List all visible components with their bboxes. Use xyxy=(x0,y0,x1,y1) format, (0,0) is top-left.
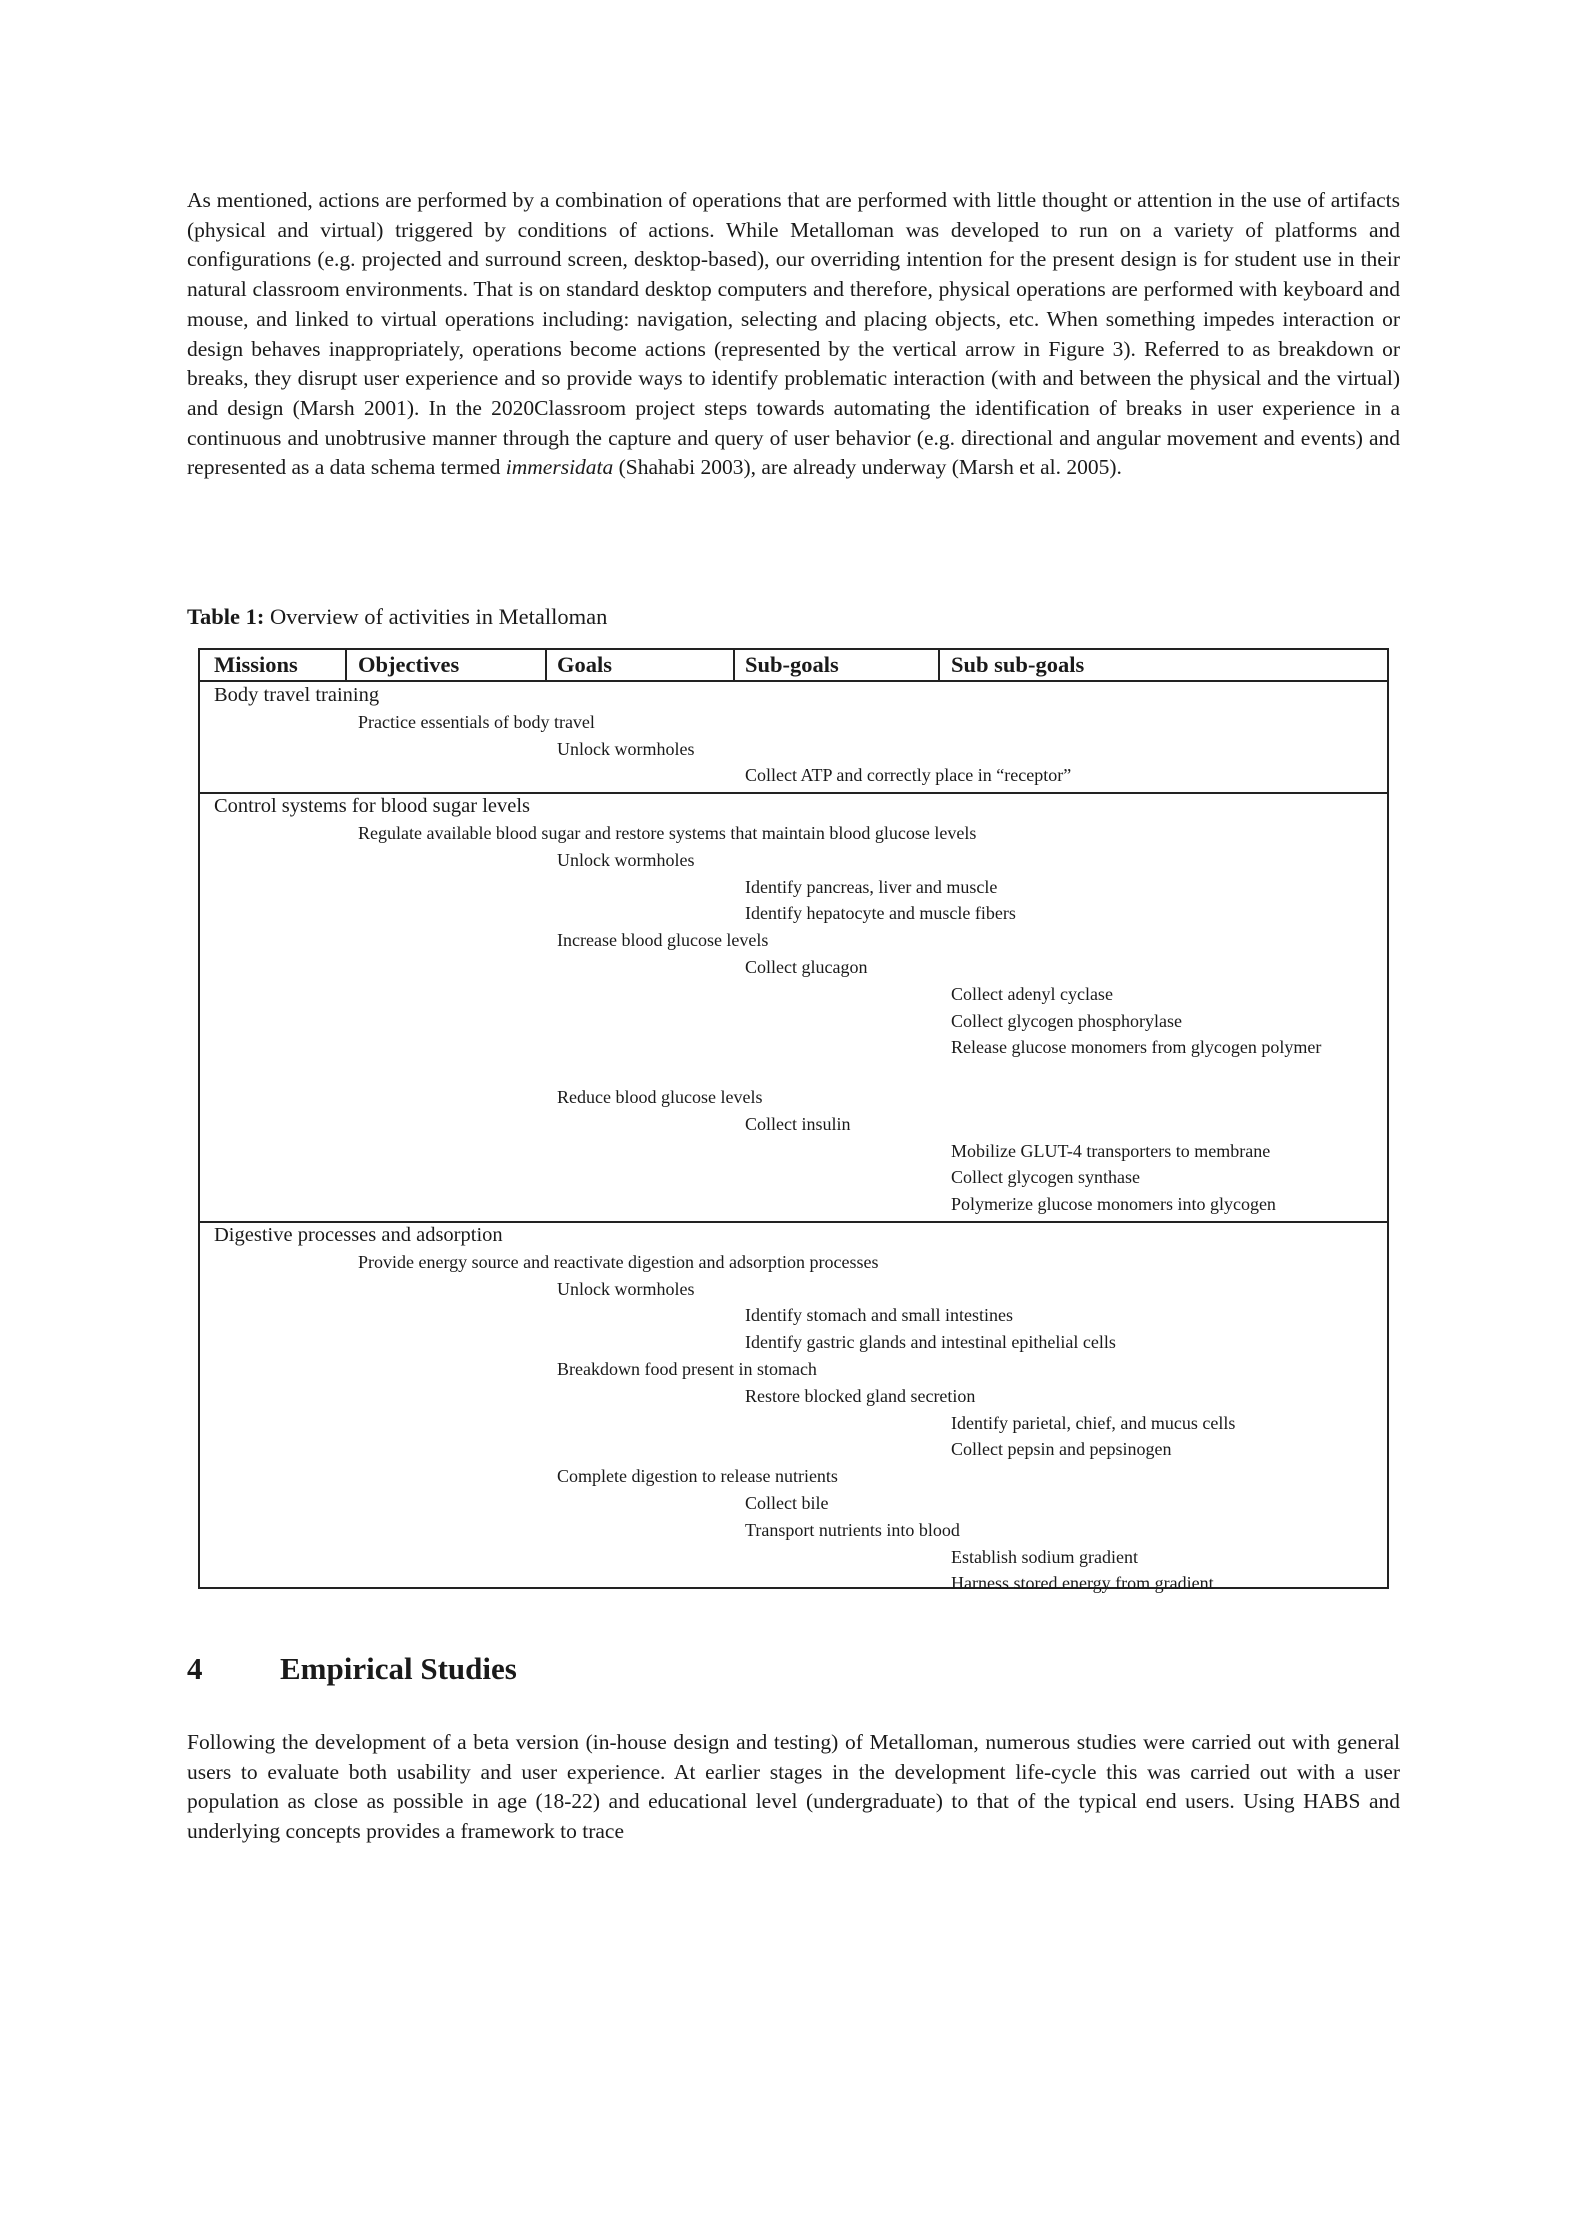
mission-row: Control systems for blood sugar levels xyxy=(214,795,531,818)
table-row: Collect insulin xyxy=(745,1113,851,1134)
table-caption-label: Table 1: xyxy=(187,604,265,629)
activities-table xyxy=(198,648,1389,1594)
paragraph-text-end: (Shahabi 2003), are already underway (Marsh et al. 2005). xyxy=(618,455,1122,480)
table-row: Identify stomach and small intestines xyxy=(745,1305,1013,1326)
paragraph-text: Following the development of a beta version (in-house design and testing) of Metalloman, numerous studies were carried out with general users to evaluate both usability and user experience. At earlier stages in the development life-cycle this was carried out with a user population as close as possible in age (18-22) and educational level (undergraduate) to that of the typical end users. Using HABS and underlying concepts provides a framework to trace xyxy=(187,1730,1400,1844)
column-divider xyxy=(345,650,347,680)
table-row: Collect adenyl cyclase xyxy=(951,983,1113,1004)
mission-row: Digestive processes and adsorption xyxy=(214,1223,503,1246)
table-row: Unlock wormholes xyxy=(557,1278,695,1299)
mission-rule xyxy=(200,792,1387,794)
section-heading xyxy=(187,1651,517,1687)
table-row: Restore blocked gland secretion xyxy=(745,1385,976,1406)
column-divider xyxy=(733,650,735,680)
table-row: Unlock wormholes xyxy=(557,738,695,759)
table-row: Collect pepsin and pepsinogen xyxy=(951,1439,1172,1460)
italic-term: immersidata xyxy=(505,455,614,480)
table-row: Provide energy source and reactivate digestion and adsorption processes xyxy=(358,1251,879,1272)
table-row: Release glucose monomers from glycogen polymer xyxy=(951,1037,1322,1058)
column-divider xyxy=(545,650,547,680)
table-caption-text: Overview of activities in Metalloman xyxy=(269,604,608,629)
table-row: Identify pancreas, liver and muscle xyxy=(745,876,998,897)
table-row: Unlock wormholes xyxy=(557,849,695,870)
table-row: Complete digestion to release nutrients xyxy=(557,1466,838,1487)
column-divider xyxy=(938,650,940,680)
table-row: Establish sodium gradient xyxy=(951,1546,1138,1567)
table-row: Mobilize GLUT-4 transporters to membrane xyxy=(951,1140,1271,1161)
table-row: Harness stored energy from gradient xyxy=(951,1573,1214,1594)
table-row: Collect ATP and correctly place in “receptor” xyxy=(745,765,1072,786)
paragraph-text: As mentioned, actions are performed by a combination of operations that are performed with little thought or attention in the use of artifacts (physical and virtual) triggered by conditions of actions. While Metalloman was developed to run on a variety of platforms and configurations (e.g. projected and surround screen, desktop-based), our overriding intention for the present design is for student use in their natural classroom environments. That is on standard desktop computers and therefore, physical operations are performed with keyboard and mouse, and linked to virtual operations including: navigation, selecting and placing objects, etc. When something impedes interaction or design behaves inappropriately, operations become actions (represented by the vertical arrow in Figure 3). Referred to as breakdown or breaks, they disrupt user experience and so provide ways to identify problematic interaction (with and between the physical and the virtual) and design (Marsh 2001). In the 2020Classroom project steps towards automating the identification of breaks in user experience in a continuous and unobtrusive manner through the capture and query of user behavior (e.g. directional and angular movement and events) and represented as a data schema termed xyxy=(187,188,1400,480)
column-header-sub-goals: Sub-goals xyxy=(745,652,839,677)
header-rule xyxy=(200,680,1387,682)
column-header-sub-sub-goals: Sub sub-goals xyxy=(951,652,1085,677)
body-paragraph xyxy=(187,186,1400,483)
mission-row: Body travel training xyxy=(214,684,380,706)
mission-rule xyxy=(200,1221,1387,1223)
column-header-goals: Goals xyxy=(557,652,613,677)
table-row: Polymerize glucose monomers into glycogen xyxy=(951,1194,1276,1215)
table-row: Practice essentials of body travel xyxy=(358,711,595,732)
table-caption xyxy=(187,604,607,630)
column-header-missions: Missions xyxy=(214,652,298,677)
table-row: Reduce blood glucose levels xyxy=(557,1086,763,1107)
table-row: Increase blood glucose levels xyxy=(557,930,769,951)
table-row: Collect glycogen phosphorylase xyxy=(951,1010,1182,1031)
table-row: Transport nutrients into blood xyxy=(745,1519,960,1540)
section-title: Empirical Studies xyxy=(280,1651,517,1686)
table-row: Collect glucagon xyxy=(745,957,868,977)
table-row: Breakdown food present in stomach xyxy=(557,1358,817,1379)
table-row: Collect bile xyxy=(745,1492,829,1513)
table-row: Identify parietal, chief, and mucus cells xyxy=(951,1412,1236,1433)
section-number: 4 xyxy=(187,1651,203,1686)
table-row: Collect glycogen synthase xyxy=(951,1167,1140,1188)
table-row: Identify hepatocyte and muscle fibers xyxy=(745,903,1016,924)
column-header-objectives: Objectives xyxy=(358,652,460,677)
body-paragraph xyxy=(187,1728,1400,1847)
table-row: Regulate available blood sugar and restore systems that maintain blood glucose levels xyxy=(358,823,977,843)
table-row: Identify gastric glands and intestinal epithelial cells xyxy=(745,1332,1116,1353)
